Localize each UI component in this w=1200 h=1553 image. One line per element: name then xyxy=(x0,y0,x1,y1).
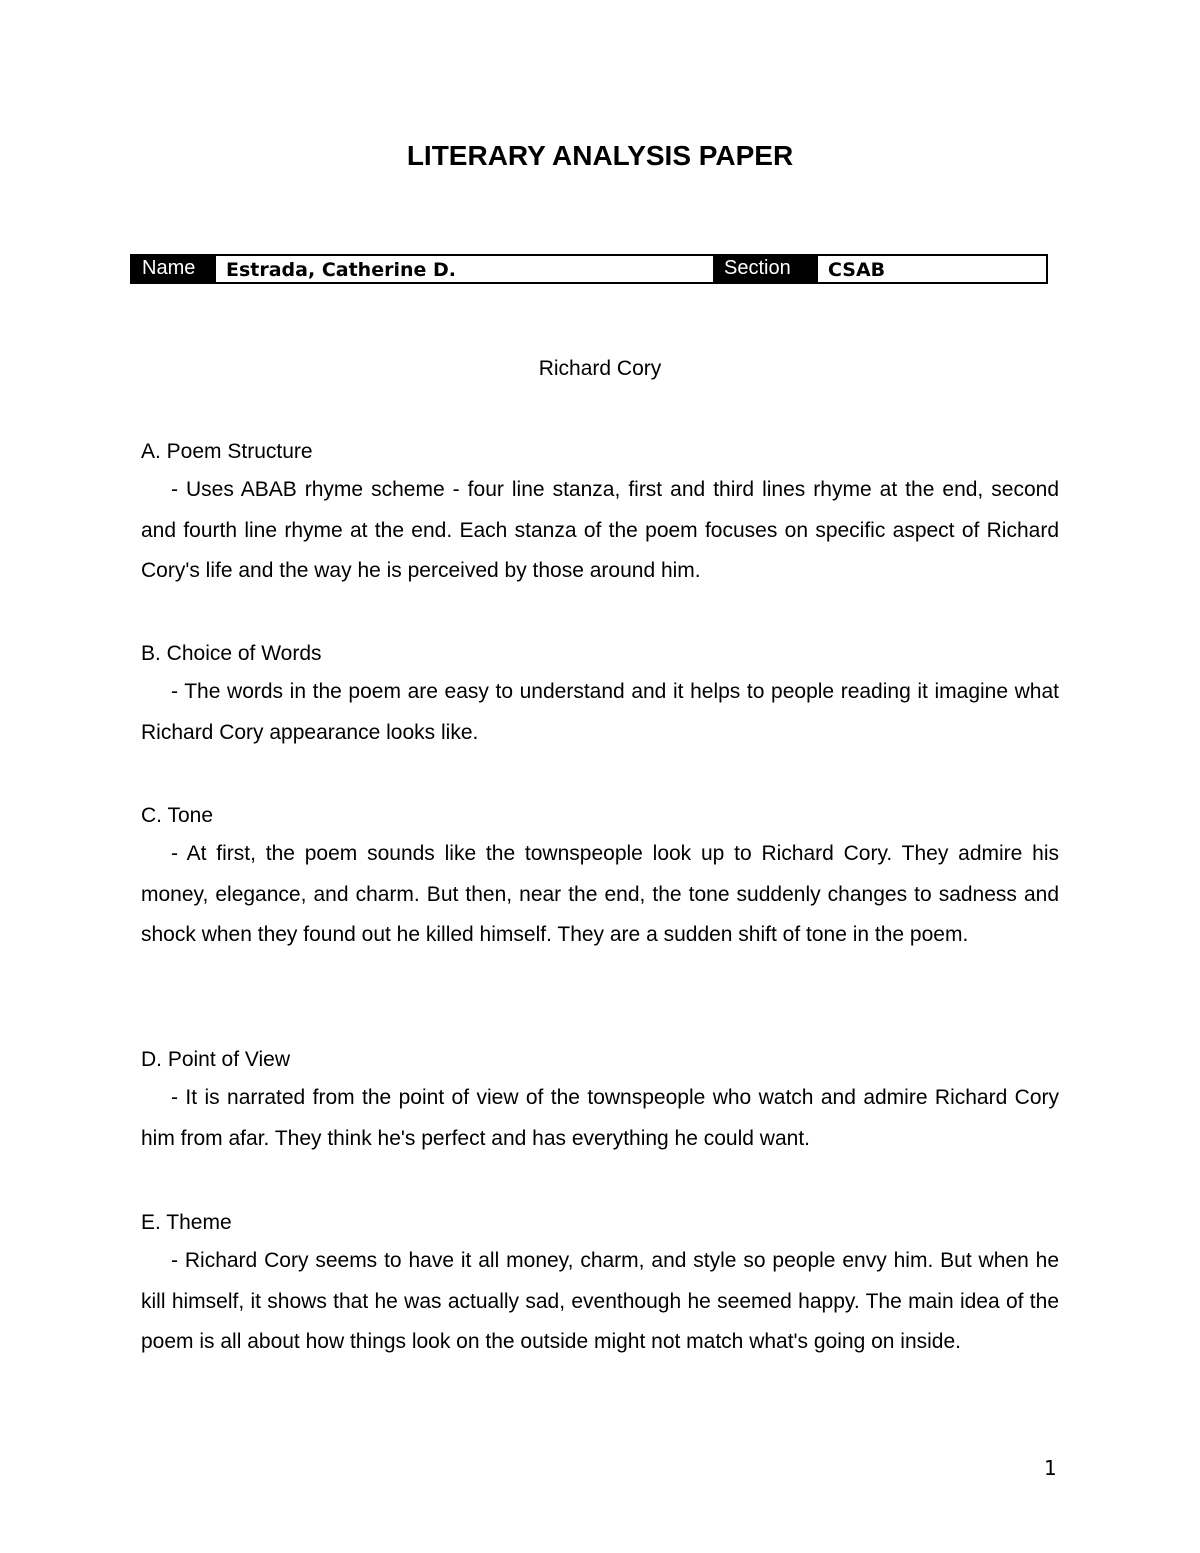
section-heading: E. Theme xyxy=(141,1211,232,1234)
section-point-of-view xyxy=(141,1046,1059,1159)
section-heading: C. Tone xyxy=(141,804,213,827)
section-heading: B. Choice of Words xyxy=(141,642,322,665)
section-label: Section xyxy=(714,256,818,282)
poem-title: Richard Cory xyxy=(538,357,662,380)
name-label: Name xyxy=(132,256,216,282)
section-choice-of-words xyxy=(141,640,1059,753)
section-heading: A. Poem Structure xyxy=(141,440,313,463)
section-body: - At first, the poem sounds like the townspeople look up to Richard Cory. They admire his money, elegance, and charm. But then, near the end, the tone suddenly changes to sadness and shock when they found out he killed himself. They are a sudden shift of tone in the poem. xyxy=(141,842,1059,947)
section-poem-structure xyxy=(141,438,1059,592)
section-theme xyxy=(141,1209,1059,1363)
document-title: LITERARY ANALYSIS PAPER xyxy=(406,140,794,171)
section-body: - Richard Cory seems to have it all money, charm, and style so people envy him. But when he kill himself, it shows that he was actually sad, eventhough he seemed happy. The main idea of the poem is all about how things look on the outside might not match what's going on inside. xyxy=(141,1249,1059,1354)
student-info-table xyxy=(130,254,1048,284)
section-tone xyxy=(141,802,1059,956)
section-heading: D. Point of View xyxy=(141,1048,291,1071)
name-value: Estrada, Catherine D. xyxy=(216,256,714,282)
section-value: CSAB xyxy=(828,259,886,281)
section-body: - The words in the poem are easy to understand and it helps to people reading it imagine what Richard Cory appearance looks like. xyxy=(141,680,1059,744)
section-body: - It is narrated from the point of view of the townspeople who watch and admire Richard Cory him from afar. They think he's perfect and has everything he could want. xyxy=(141,1086,1059,1150)
section-body: - Uses ABAB rhyme scheme - four line stanza, first and third lines rhyme at the end, second and fourth line rhyme at the end. Each stanza of the poem focuses on specific aspect of Richard Cory's life and the way he is perceived by those around him. xyxy=(141,478,1059,583)
page-number: 1 xyxy=(1044,1456,1057,1480)
